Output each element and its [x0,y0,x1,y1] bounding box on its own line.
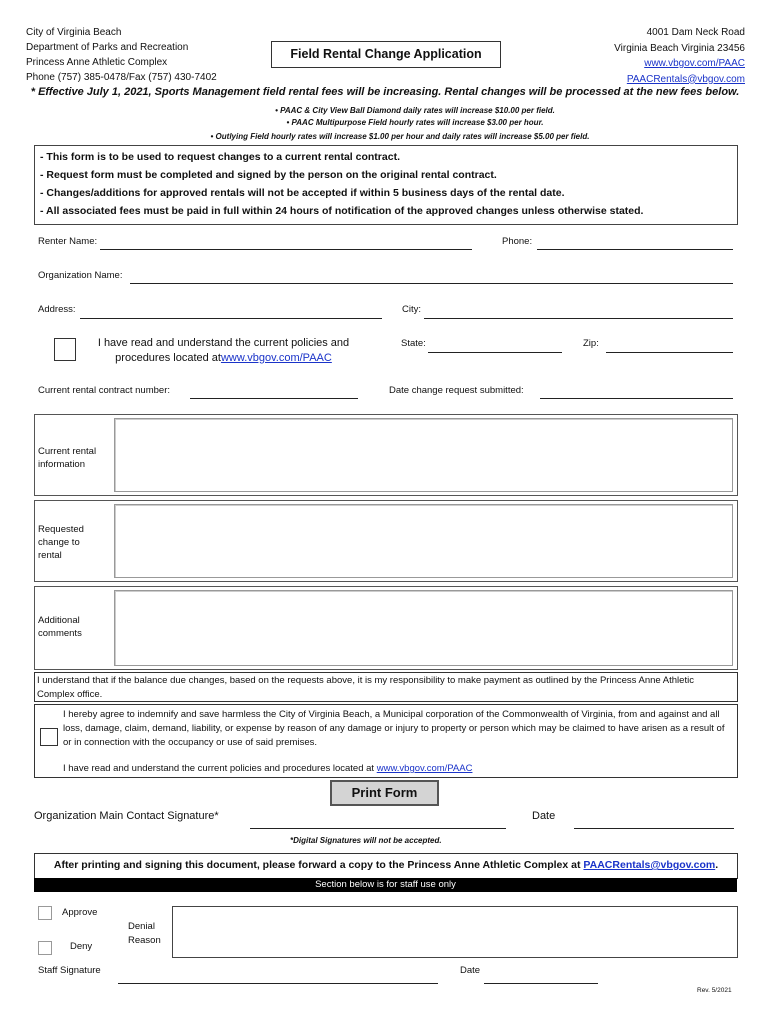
current-rental-input[interactable] [114,418,733,492]
indemnity-box [34,704,738,778]
after-printing-email-link[interactable]: PAACRentals@vbgov.com [583,859,716,871]
policy-text: procedures located at [115,352,221,364]
phone-label: Phone: [502,236,533,247]
additional-comments-section [34,586,738,670]
approve-checkbox[interactable] [38,906,52,920]
fee-bullet: • Outlying Field hourly rates will increase $1.00 per hour and daily rates will increase $5.00 per field. [210,132,590,141]
agency-line: City of Virginia Beach [26,27,122,38]
rule-item: - This form is to be used to request changes to a current rental contract. [40,151,400,163]
agency-line: Princess Anne Athletic Complex [26,57,168,68]
form-title: Field Rental Change Application [271,41,501,68]
date-submitted-field[interactable] [540,398,733,399]
balance-box [34,672,738,702]
additional-comments-label: Additional comments [38,615,82,639]
after-printing-period: . [715,859,719,871]
city-field[interactable] [424,318,733,319]
deny-label: Deny [70,941,93,952]
requested-change-input[interactable] [114,504,733,578]
phone-field[interactable] [537,249,733,250]
agency-line: Phone (757) 385-0478/Fax (757) 430-7402 [26,72,217,83]
city-state-zip: Virginia Beach Virginia 23456 [614,42,745,54]
rule-item: - Request form must be completed and signed by the person on the original rental contract. [40,169,497,181]
staff-banner: Section below is for staff use only [34,878,737,892]
policy-link[interactable]: www.vbgov.com/PAAC [220,352,332,364]
contact-block [614,25,745,87]
renter-name-field[interactable] [100,249,472,250]
staff-date-field[interactable] [484,983,598,984]
zip-field[interactable] [606,352,733,353]
denial-reason-label-line: Reason [128,935,161,946]
staff-signature-field[interactable] [118,983,438,984]
address-field[interactable] [80,318,382,319]
contract-number-field[interactable] [190,398,358,399]
after-printing-text: After printing and signing this document, please forward a copy to the Princess Anne Athletic Complex at [53,859,581,871]
organization-field[interactable] [130,283,733,284]
current-rental-section [34,414,738,496]
street-address: 4001 Dam Neck Road [646,27,745,38]
contract-number-label: Current rental contract number: [38,385,171,396]
policy-text: I have read and understand the current policies and [97,337,350,349]
address-label: Address: [38,304,76,315]
digital-signature-note: *Digital Signatures will not be accepted. [290,836,442,845]
indemnity-checkbox[interactable] [40,728,58,746]
indemnity-policy-link[interactable]: www.vbgov.com/PAAC [376,763,473,774]
requested-change-label: Requested change to rental [38,524,84,561]
indemnity-policy-text: I have read and understand the current policies and procedures located at [63,763,375,774]
revision-label: Rev. 5/2021 [697,987,732,994]
agency-line: Department of Parks and Recreation [26,42,189,53]
current-rental-label: Current rental information [38,446,97,470]
signature-date-field[interactable] [574,828,734,829]
rule-item: - Changes/additions for approved rentals will not be accepted if within 5 business days of the rental date. [40,187,565,199]
state-label: State: [401,338,426,349]
fee-bullet: • PAAC Multipurpose Field hourly rates will increase $3.00 per hour. [286,118,544,127]
agency-address [26,25,217,85]
fee-notice: * Effective July 1, 2021, Sports Management field rental fees will be increasing. Rental changes will be processed at the new fees below. [30,86,740,98]
fee-bullet: • PAAC & City View Ball Diamond daily rates will increase $10.00 per field. [275,106,555,115]
signature-label: Organization Main Contact Signature* [34,810,219,822]
email-link[interactable]: PAACRentals@vbgov.com [626,73,745,85]
requested-change-section [34,500,738,582]
additional-comments-input[interactable] [114,590,733,666]
balance-statement: I understand that if the balance due changes, based on the requests above, it is my responsibility to make payment as outlined by the Princess Anne Athletic Complex office. [37,675,694,700]
denial-reason-label [128,920,161,948]
staff-date-label: Date [460,965,481,976]
after-printing-box [34,853,738,879]
policy-checkbox[interactable] [54,338,76,361]
date-submitted-label: Date change request submitted: [389,385,524,396]
approve-label: Approve [62,907,98,918]
indemnity-text: I hereby agree to indemnify and save harmless the City of Virginia Beach, a Municipal corporation of the Commonwealth of Virginia, from and against and all loss, damage, claim, demand, liability, or expense by reason of any damage or injury to property or person which may be claimed to have arisen as a result of or in connection with the occupancy or use of said premises. [63,709,725,748]
after-printing-note [35,859,737,871]
renter-name-label: Renter Name: [38,236,98,247]
state-field[interactable] [428,352,562,353]
city-label: City: [402,304,421,315]
website-link[interactable]: www.vbgov.com/PAAC [644,58,745,69]
policy-statement [86,336,361,366]
print-form-button[interactable]: Print Form [330,780,439,806]
organization-label: Organization Name: [38,270,123,281]
denial-reason-input[interactable] [172,906,738,958]
signature-date-label: Date [532,810,556,822]
rules-box [34,145,738,225]
staff-signature-label: Staff Signature [38,965,101,976]
zip-label: Zip: [583,338,599,349]
rule-item: - All associated fees must be paid in full within 24 hours of notification of the approved changes unless otherwise stated. [40,205,644,217]
denial-reason-label-line: Denial [128,921,155,932]
deny-checkbox[interactable] [38,941,52,955]
indemnity-policy [63,763,472,774]
signature-field[interactable] [250,828,506,829]
